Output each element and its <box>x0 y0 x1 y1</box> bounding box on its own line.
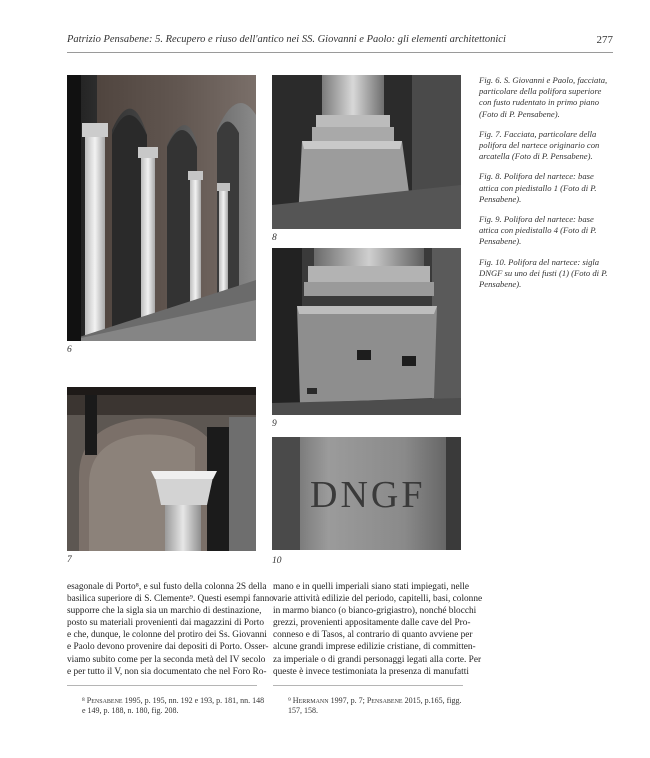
footnote-rule-right <box>273 685 463 686</box>
footnote-text: 1995, p. 195, nn. 192 e 193, p. 181, nn. 148 e 149, p. 188, n. 180, fig. 208. <box>82 696 265 716</box>
caption-fig-8: Fig. 8. Polifora del nartece: base attica con piedistallo 1 (Foto di P. Pensabene). <box>479 171 597 204</box>
footnote-text: 1997, p. 7; <box>328 696 367 705</box>
footnote-mark: ⁹ <box>288 696 291 705</box>
footnote-author: Herrmann <box>292 696 329 705</box>
body-line: viamo subito come per la seconda metà del IV secolo <box>67 654 266 665</box>
footnote-rule-left <box>67 685 257 686</box>
body-line: e per tutto il V, non sia documentato che nel Foro Ro- <box>67 666 267 677</box>
body-line: za imperiale o di grandi personaggi legati alla corte. Per <box>273 654 482 665</box>
body-line: esagonale di Porto⁸, e sul fusto della colonna 2S della <box>67 582 267 592</box>
page-number: 277 <box>596 34 613 46</box>
running-title: Patrizio Pensabene: 5. Recupero e riuso dell'antico nei SS. Giovanni e Paolo: gli elementi architettonici <box>67 34 506 45</box>
figure-9-number: 9 <box>272 419 277 429</box>
body-line: in marmo bianco (o bianco-grigiastro), nonché blocchi <box>273 606 477 617</box>
body-line: e Paolo devono provenire dai depositi di Porto. Osser- <box>67 642 269 653</box>
body-line: grezzi, provenienti appositamente dalle cave del Pro- <box>273 618 471 629</box>
body-line: posto su materiali provenienti dai magazzini di Porto <box>67 618 264 629</box>
body-line: queste è invece testimoniata la presenza di manufatti <box>273 666 469 677</box>
footnote-text: 2015, p.165, figg. 157, 158. <box>288 696 462 716</box>
body-line: basilica superiore di S. Clemente⁹. Questi esempi fanno <box>67 594 274 605</box>
body-line: varie attività edilizie del periodo, capitelli, basi, colonne <box>273 594 483 605</box>
footnote-mark: ⁸ <box>82 696 85 705</box>
inscription-text: DNGF <box>310 474 426 516</box>
footnote-8 <box>82 696 268 717</box>
figure-7-number: 7 <box>67 555 72 565</box>
figure-10-photo <box>272 437 461 550</box>
body-line: mano e in quelli imperiali siano stati impiegati, nelle <box>273 582 469 592</box>
body-column-right <box>273 581 483 678</box>
body-line: supporre che la sigla sia un marchio di destinazione, <box>67 606 262 617</box>
figure-10-number: 10 <box>272 556 282 566</box>
body-line: alcune grandi imprese edilizie cristiane, di committen- <box>273 642 476 653</box>
figure-8-photo <box>272 75 461 229</box>
caption-fig-7: Fig. 7. Facciata, particolare della polifora del nartece originario con arcatella (Foto di P. Pensabene). <box>479 128 600 162</box>
footnote-author: Pensabene <box>86 696 123 705</box>
caption-fig-10: Fig. 10. Polifora del nartece: sigla DNGF su uno dei fusti (1) (Foto di P. Pensabene). <box>479 256 608 290</box>
figure-9-photo <box>272 248 461 415</box>
figure-captions <box>479 75 615 299</box>
footnote-9 <box>288 696 474 717</box>
running-header <box>67 34 613 50</box>
body-line: conneso e di Tasos, al contrario di quanto avviene per <box>273 630 473 641</box>
body-column-left <box>67 581 274 678</box>
caption-fig-6: Fig. 6. S. Giovanni e Paolo, facciata, particolare della polifora superiore con fusto rudentato in primo piano (Foto di P. Pensabene). <box>479 75 608 119</box>
figure-6-number: 6 <box>67 345 72 355</box>
header-rule <box>67 52 613 53</box>
figure-6-photo <box>67 75 256 341</box>
figure-7-photo <box>67 387 256 551</box>
footnote-author: Pensabene <box>366 696 403 705</box>
figure-8-number: 8 <box>272 233 277 243</box>
caption-fig-9: Fig. 9. Polifora del nartece: base attica con piedistallo 4 (Foto di P. Pensabene). <box>479 214 597 247</box>
body-line: e che, dunque, le colonne del protiro dei Ss. Giovanni <box>67 630 267 641</box>
